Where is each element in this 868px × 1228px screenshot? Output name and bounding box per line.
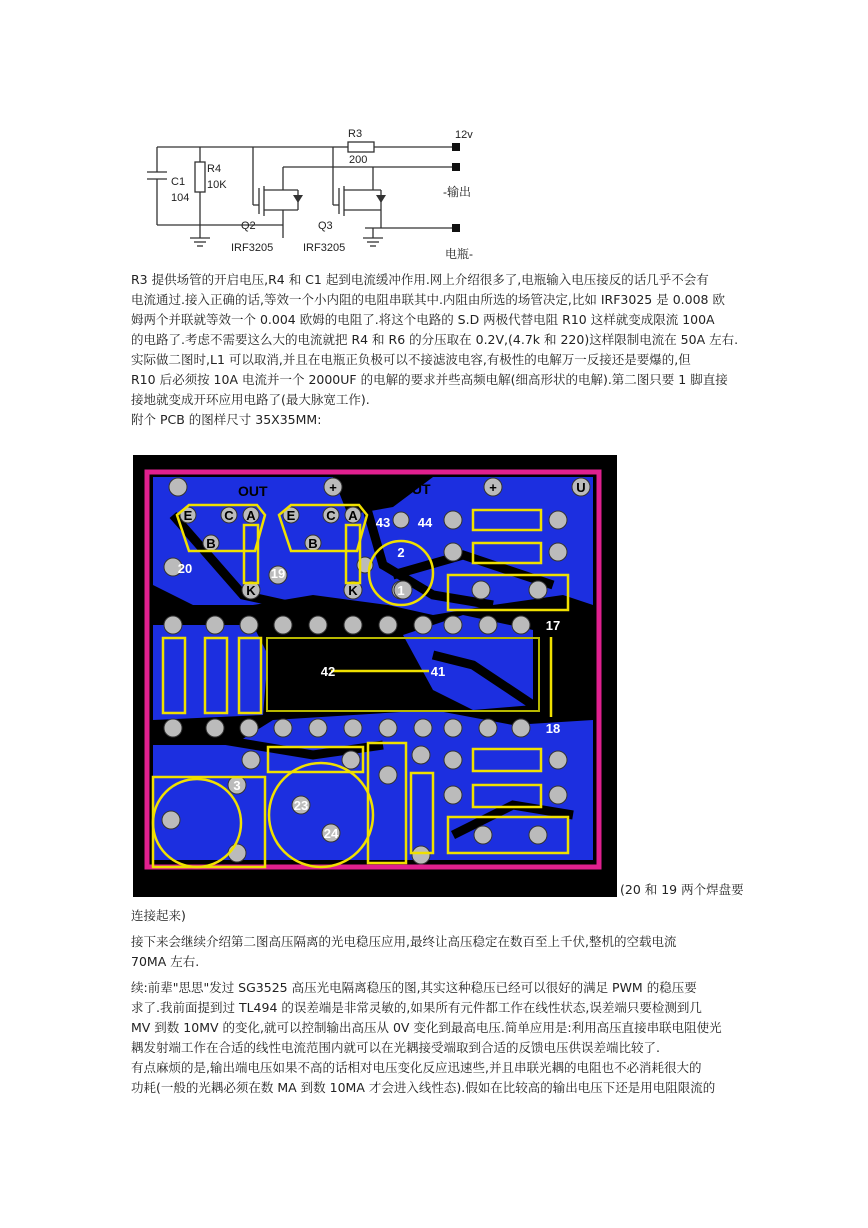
pcb-label-18: 18 <box>545 721 561 736</box>
text-line: 接下来会继续介绍第二图高压隔离的光电稳压应用,最终让高压稳定在数百至上千伏,整机的空载电流 <box>131 934 677 949</box>
pcb-label-23: 23 <box>293 798 309 813</box>
text-line: 实际做二图时,L1 可以取消,并且在电瓶正负极可以不接滤波电容,有极性的电解万一反接还是要爆的,但 <box>131 352 691 367</box>
pcb-label-20: 20 <box>177 561 193 576</box>
pcb-label-a2: A <box>348 508 358 523</box>
text-line: MV 到数 10MV 的变化,就可以控制输出高压从 0V 变化到最高电压.简单应用是:利用高压直接串联电阻使光 <box>131 1020 722 1035</box>
pcb-caption: (20 和 19 两个焊盘要 <box>620 882 744 897</box>
text-line: 的电路了.考虑不需要这么大的电流就把 R4 和 R6 的分压取在 0.2V,(4.7k 和 220)这样限制电流在 50A 左右. <box>131 332 739 347</box>
paragraph-3 <box>131 978 741 1098</box>
pcb-layout-image <box>133 455 617 897</box>
sch-q2-part: IRF3205 <box>231 242 274 254</box>
paragraph-1 <box>131 270 741 430</box>
pcb-label-c2: C <box>326 508 336 523</box>
text-line: R10 后必须按 10A 电流并一个 2000UF 的电解的要求并些高频电解(细高形状的电解).第二图只要 1 脚直接 <box>131 372 728 387</box>
text-line: 求了.我前面提到过 TL494 的误差端是非常灵敏的,如果所有元件都工作在线性状态,误差端只要检测到几 <box>131 1000 702 1015</box>
pcb-label-out2: OUT <box>401 481 431 497</box>
pcb-label-17: 17 <box>545 618 561 633</box>
text-line: 有点麻烦的是,输出端电压如果不高的话相对电压变化反应迅速些,并且串联光耦的电阻也不必消耗很大的 <box>131 1060 702 1075</box>
pcb-label-b2: B <box>308 536 318 551</box>
sch-12v-label: 12v <box>455 129 473 141</box>
pcb-label-44: 44 <box>417 515 433 530</box>
pcb-label-k2: K <box>348 583 358 598</box>
text-line: 接地就变成开环应用电路了(最大脉宽工作). <box>131 392 370 407</box>
pcb-label-k1: K <box>246 583 256 598</box>
pcb-label-plus1: + <box>329 480 337 495</box>
text-line: 70MA 左右. <box>131 954 200 969</box>
text-line: 姆两个并联就等效一个 0.004 欧姆的电阻了.将这个电路的 S.D 两极代替电阻 R10 这样就变成限流 100A <box>131 312 715 327</box>
text-line: R3 提供场管的开启电压,R4 和 C1 起到电流缓冲作用.网上介绍很多了,电瓶输入电压接反的话几乎不会有 <box>131 272 709 287</box>
pcb-label-19: 19 <box>270 566 286 581</box>
pcb-label-41: 41 <box>430 664 446 679</box>
pcb-label-3: 3 <box>233 778 241 793</box>
pcb-caption-continued: 连接起来) <box>131 908 186 923</box>
pcb-label-43: 43 <box>375 515 391 530</box>
pcb-label-24: 24 <box>323 826 339 841</box>
text-line: 附个 PCB 的图样尺寸 35X35MM: <box>131 412 322 427</box>
text-line: 电流通过.接入正确的话,等效一个小内阻的电阻串联其中.内阻由所选的场管决定,比如 IRF3025 是 0.008 欧 <box>131 292 725 307</box>
pcb-label-plus2: + <box>489 480 497 495</box>
sch-output-label: -输出 <box>443 185 471 199</box>
sch-r3-label: R3 <box>348 128 363 140</box>
text-line: 续:前辈"思思"发过 SG3525 高压光电隔离稳压的图,其实这种稳压已经可以很好的满足 PWM 的稳压要 <box>131 980 697 995</box>
sch-q3-part: IRF3205 <box>303 242 346 254</box>
text-line: 功耗(一般的光耦必须在数 MA 到数 10MA 才会进入线性态).假如在比较高的输出电压下还是用电阻限流的 <box>131 1080 716 1095</box>
pcb-label-e2: E <box>286 508 296 523</box>
pcb-label-e1: E <box>183 508 193 523</box>
sch-c1-label: C1 <box>171 176 186 188</box>
pcb-label-42: 42 <box>320 664 336 679</box>
pcb-label-pad1: 1 <box>397 583 405 598</box>
sch-r3-value: 200 <box>349 154 368 166</box>
schematic-diagram <box>133 110 489 262</box>
pcb-label-b1: B <box>206 536 216 551</box>
sch-q2-label: Q2 <box>241 220 256 232</box>
sch-c1-value: 104 <box>171 192 190 204</box>
sch-r4-value: 10K <box>207 179 227 191</box>
pcb-label-out1: OUT <box>238 483 268 499</box>
text-line: 耦发射端工作在合适的线性电流范围内就可以在光耦接受端取到合适的反馈电压供误差端比较了. <box>131 1040 660 1055</box>
paragraph-2 <box>131 932 741 972</box>
pcb-label-pad2: 2 <box>397 545 405 560</box>
pcb-label-u: U <box>576 480 586 495</box>
pcb-label-c1: C <box>224 508 234 523</box>
sch-battery-label: 电瓶- <box>445 247 473 261</box>
sch-q3-label: Q3 <box>318 220 333 232</box>
sch-r4-label: R4 <box>207 163 222 175</box>
pcb-label-a1: A <box>246 508 256 523</box>
